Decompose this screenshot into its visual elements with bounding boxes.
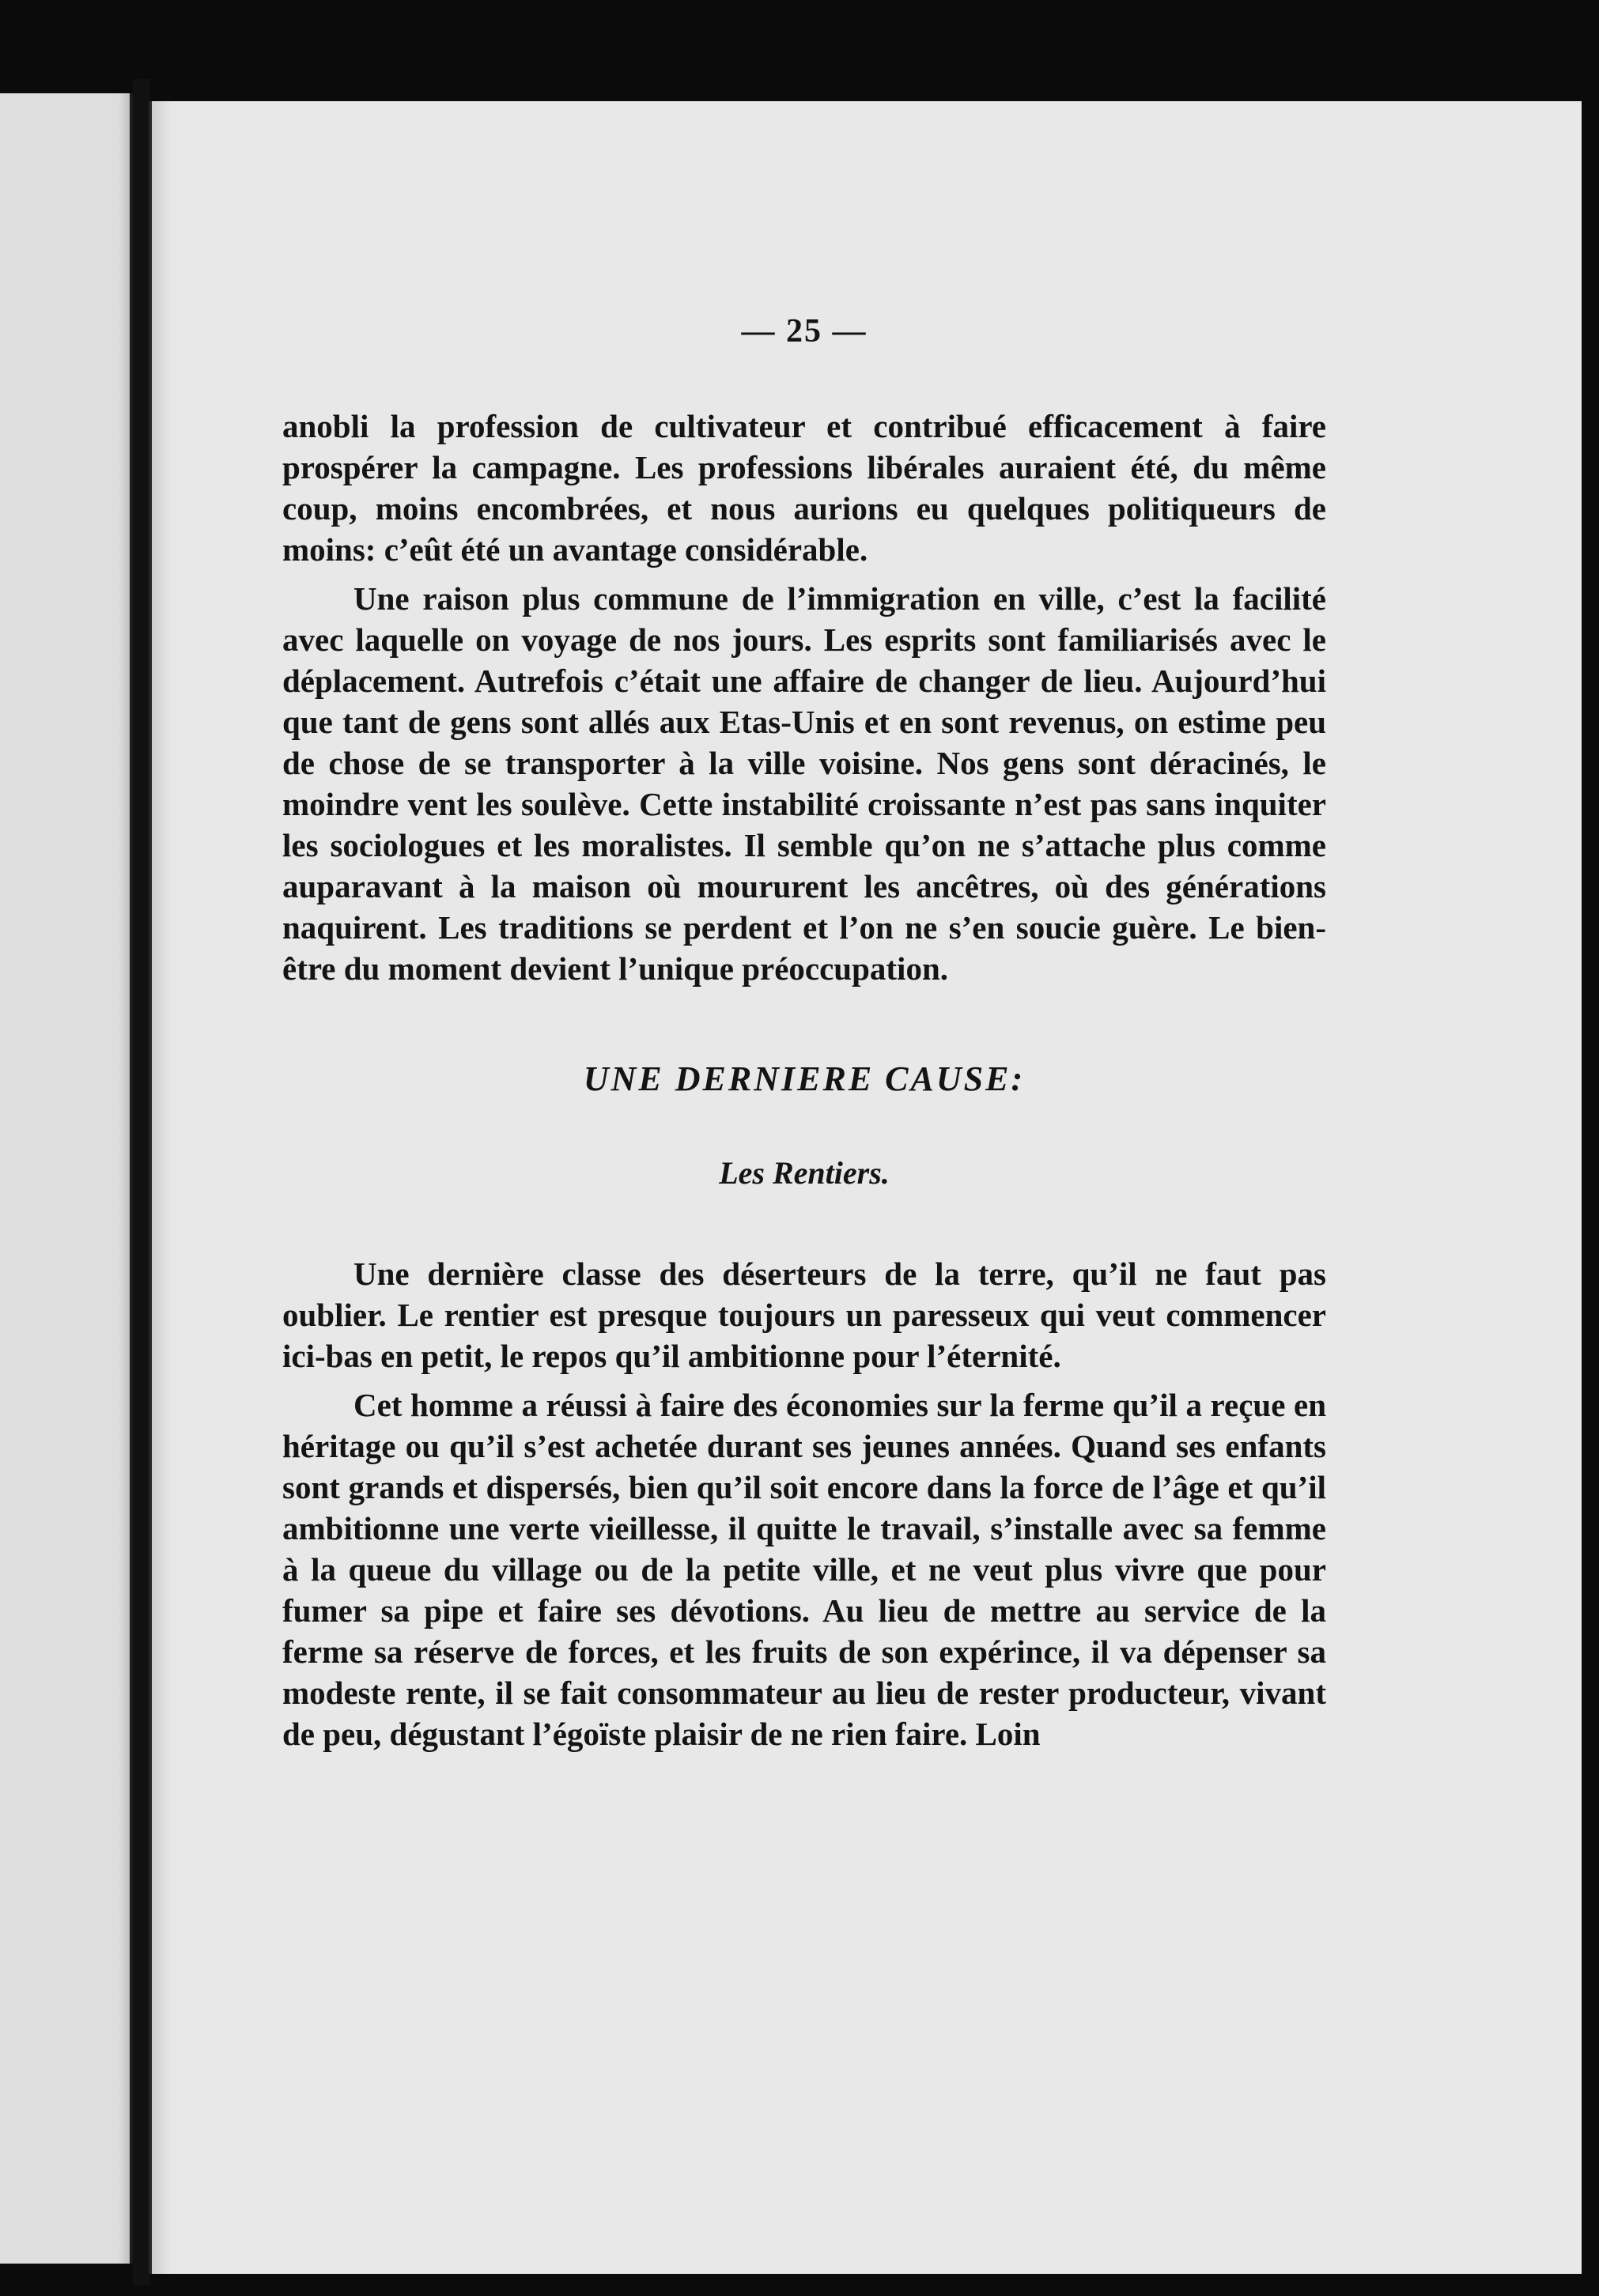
facing-page-shadow — [119, 93, 133, 2264]
page-text-block — [282, 312, 1326, 1754]
paragraph-rentier-intro: Une dernière classe des déserteurs de la terre, qu’il ne faut pas oublier. Le rentier est presque toujours un paresseux qui veut commencer ici-bas en petit, le repos qu’il ambitionne pour l’éternité. — [282, 1256, 1326, 1374]
paragraph-rentier-portrait: Cet homme a réussi à faire des économies sur la ferme qu’il a reçue en héritage ou qu’il s’est achetée durant ses jeunes années. Quand ses enfants sont grands et dispersés, bien qu’il soit encore dans la force de l’âge et qu’il ambitionne une verte vieillesse, il quitte le travail, s’installe avec sa femme à la queue du village ou de la petite ville, et ne veut plus vivre que pour fumer sa pipe et faire ses dévotions. Au lieu de mettre au service de la ferme sa réserve de forces, et les fruits de son expérince, il va dépenser sa modeste rente, il se fait consommateur au lieu de rester producteur, vivant de peu, dégustant l’égoïste plaisir de ne rien faire. Loin — [282, 1387, 1326, 1752]
facing-page-edge — [0, 93, 133, 2264]
page-gutter-shadow — [149, 101, 172, 2274]
book-gutter — [133, 79, 150, 2285]
section-title: UNE DERNIERE CAUSE: — [583, 1059, 1026, 1098]
section-subtitle: Les Rentiers. — [719, 1155, 890, 1191]
page-number: — 25 — — [741, 313, 868, 349]
paragraph-continued: anobli la profession de cultivateur et contribué efficacement à faire prospérer la campagne. Les professions libérales auraient été, du même coup, moins encombrées, et nous aurions eu quelques politiqueurs de moins: c’eût été un avantage considérable. — [282, 408, 1326, 568]
paragraph-immigration: Une raison plus commune de l’immigration en ville, c’est la facilité avec laquelle on voyage de nos jours. Les esprits sont familiarisés avec le déplacement. Autrefois c’était une affaire de changer de lieu. Aujourd’hui que tant de gens sont allés aux Etas-Unis et en sont revenus, on estime peu de chose de se transporter à la ville voisine. Nos gens sont déracinés, le moindre vent les soulève. Cette instabilité croissante n’est pas sans inquiter les sociologues et les moralistes. Il semble qu’on ne s’attache plus comme auparavant à la maison où moururent les ancêtres, où des générations naquirent. Les traditions se perdent et l’on ne s’en soucie guère. Le bien-être du moment devient l’unique préoccupation. — [282, 580, 1326, 987]
